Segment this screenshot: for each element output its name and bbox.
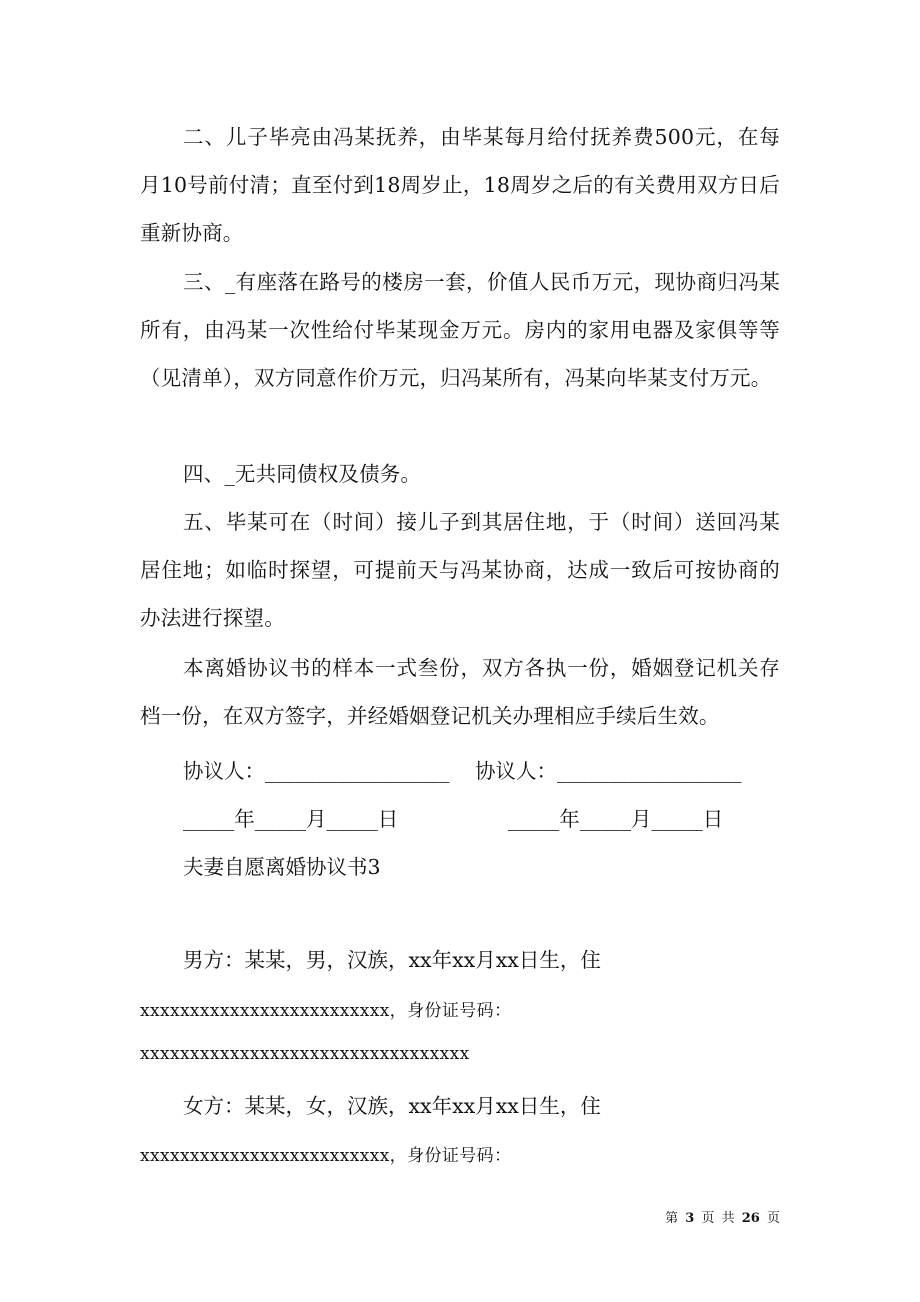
- current-page-number: 3: [685, 1211, 695, 1226]
- total-page-number: 26: [741, 1211, 760, 1226]
- paragraph-visitation: 五、毕某可在（时间）接儿子到其居住地，于（时间）送回冯某居住地；如临时探望，可提前天与冯某协商，达成一致后可按协商的办法进行探望。: [140, 510, 780, 630]
- paragraph-debts: 四、_无共同债权及债务。: [183, 462, 422, 486]
- signature-right-date: _____年_____月_____日: [508, 807, 724, 831]
- paragraph-effectiveness: 本离婚协议书的样本一式叁份，双方各执一份，婚姻登记机关存档一份，在双方签字，并经婚姻登记机关办理相应手续后生效。: [140, 656, 780, 728]
- page-number-footer: [665, 1207, 780, 1226]
- signature-left-date: _____年_____月_____日: [183, 807, 399, 831]
- woman-info-line: 女方：某某，女，汉族，xx年xx月xx日生，住: [183, 1094, 601, 1118]
- woman-address-line: xxxxxxxxxxxxxxxxxxxxxxxxx，身份证号码：: [140, 1146, 512, 1166]
- signature-right-label: 协议人：__________________: [475, 759, 742, 783]
- footer-middle: 页 共: [701, 1211, 735, 1226]
- man-info-line: 男方：某某，男，汉族，xx年xx月xx日生，住: [183, 948, 601, 972]
- section-title: 夫妻自愿离婚协议书3: [183, 855, 381, 879]
- footer-prefix: 第: [665, 1211, 679, 1226]
- paragraph-property: 三、_有座落在路号的楼房一套，价值人民币万元，现协商归冯某所有，由冯某一次性给付毕某现金万元。房内的家用电器及家俱等等（见清单），双方同意作价万元，归冯某所有，冯某向毕某支付万元。: [140, 270, 780, 390]
- man-address-line: xxxxxxxxxxxxxxxxxxxxxxxxx，身份证号码：: [140, 1001, 512, 1021]
- man-id-number: xxxxxxxxxxxxxxxxxxxxxxxxxxxxxxxxx: [140, 1044, 470, 1064]
- signature-left-label: 协议人：__________________: [183, 759, 450, 783]
- footer-suffix: 页: [766, 1211, 780, 1226]
- paragraph-child-custody: 二、儿子毕亮由冯某抚养，由毕某每月给付抚养费500元，在每月10号前付清；直至付到18周岁止，18周岁之后的有关费用双方日后重新协商。: [140, 125, 780, 245]
